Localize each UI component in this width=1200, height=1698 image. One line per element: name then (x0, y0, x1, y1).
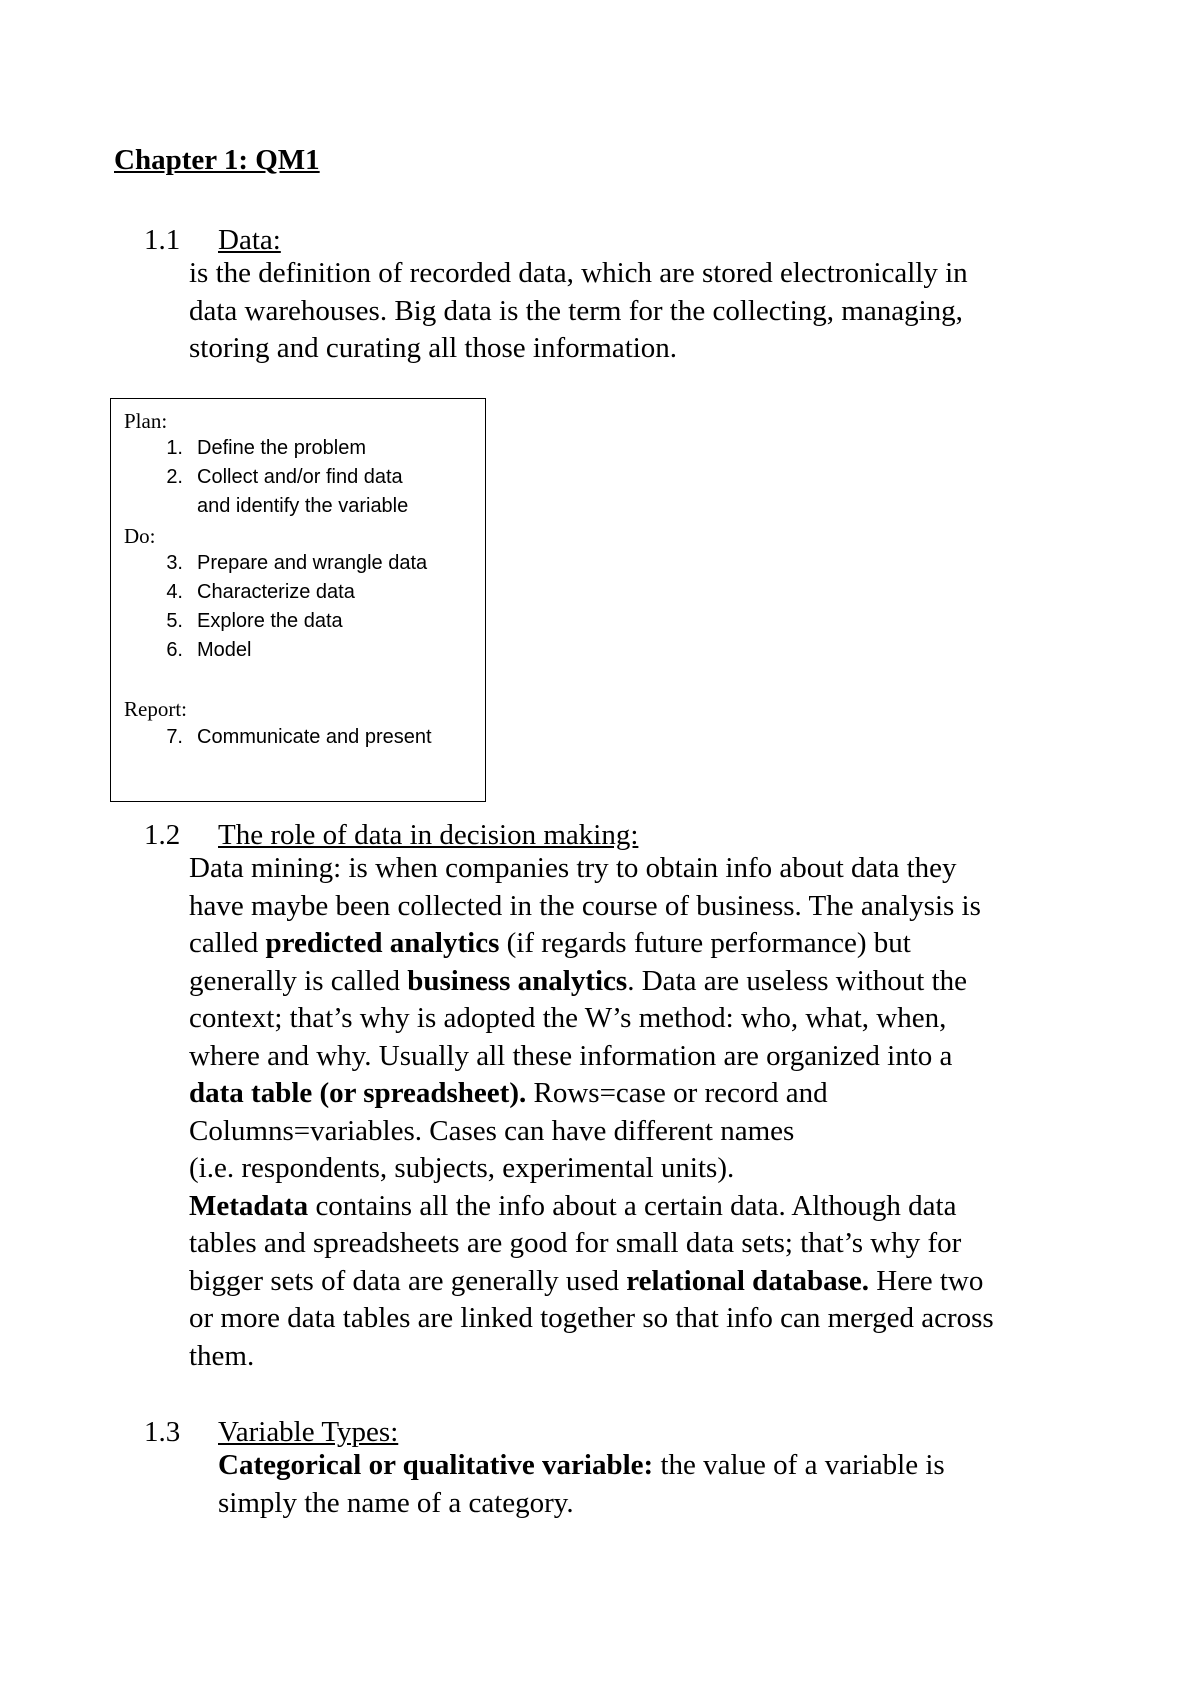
list-text: Model (197, 639, 252, 661)
do-label: Do: (124, 524, 156, 548)
bold-term: relational database. (626, 1264, 869, 1297)
list-number: 2. (166, 466, 183, 488)
list-text: Define the problem (197, 437, 366, 459)
paragraph-line: (i.e. respondents, subjects, experimental units). (189, 1152, 735, 1184)
bold-term: predicted analytics (265, 927, 500, 959)
list-text: and identify the variable (197, 495, 409, 517)
report-label: Report: (124, 697, 187, 721)
section-1-2-title: The role of data in decision making: (218, 819, 639, 851)
paragraph-line: data table (or spreadsheet). Rows=case or record and (189, 1077, 828, 1109)
paragraph-line: data warehouses. Big data is the term for the collecting, managing, (189, 294, 963, 327)
section-1-1-paragraph (189, 255, 968, 368)
bold-term: data table (or spreadsheet). (189, 1077, 527, 1109)
paragraph-line: context; that’s why is adopted the W’s method: who, what, when, (189, 1002, 947, 1034)
section-1-2-paragraph (189, 850, 994, 1375)
plan-label: Plan: (124, 409, 168, 433)
paragraph-line: generally is called business analytics. Data are useless without the (189, 964, 968, 997)
section-1-1-title: Data: (218, 224, 281, 256)
paragraph-line: called predicted analytics (if regards future performance) but (189, 927, 911, 959)
bold-term: business analytics (407, 964, 628, 997)
list-number: 3. (166, 552, 183, 574)
section-1-3-title: Variable Types: (218, 1416, 399, 1448)
list-number: 5. (166, 610, 183, 632)
list-number: 7. (166, 726, 183, 748)
list-text: Prepare and wrangle data (197, 552, 428, 574)
section-1-2-number: 1.2 (144, 819, 181, 851)
bold-term: Metadata (189, 1189, 309, 1222)
paragraph-line: Categorical or qualitative variable: the value of a variable is (218, 1449, 945, 1481)
paragraph-line: Metadata contains all the info about a certain data. Although data (189, 1189, 957, 1222)
paragraph-line: tables and spreadsheets are good for small data sets; that’s why for (189, 1227, 962, 1259)
list-text: Characterize data (197, 581, 355, 603)
section-1-1-number: 1.1 (144, 224, 181, 256)
paragraph-line: Data mining: is when companies try to obtain info about data they (189, 852, 957, 884)
list-number: 4. (166, 581, 183, 603)
paragraph-line: storing and curating all those information. (189, 332, 678, 364)
plan-do-report-box (110, 398, 486, 802)
list-text: Communicate and present (197, 726, 432, 748)
list-text: Explore the data (197, 610, 343, 632)
paragraph-line: Columns=variables. Cases can have different names (189, 1114, 795, 1147)
section-1-3-number: 1.3 (144, 1416, 181, 1448)
paragraph-line: or more data tables are linked together so that info can merged across (189, 1302, 994, 1334)
paragraph-line: simply the name of a category. (218, 1486, 574, 1519)
section-1-3-paragraph (218, 1447, 945, 1522)
list-number: 6. (166, 639, 183, 661)
paragraph-line: bigger sets of data are generally used relational database. Here two (189, 1264, 984, 1297)
paragraph-line: them. (189, 1339, 255, 1372)
paragraph-line: where and why. Usually all these information are organized into a (189, 1039, 953, 1072)
bold-term: Categorical or qualitative variable: (218, 1449, 654, 1481)
list-text: Collect and/or find data (197, 466, 403, 488)
paragraph-line: have maybe been collected in the course of business. The analysis is (189, 889, 981, 922)
paragraph-line: is the definition of recorded data, which are stored electronically in (189, 257, 968, 289)
list-number: 1. (166, 437, 183, 459)
chapter-title: Chapter 1: QM1 (114, 144, 320, 176)
